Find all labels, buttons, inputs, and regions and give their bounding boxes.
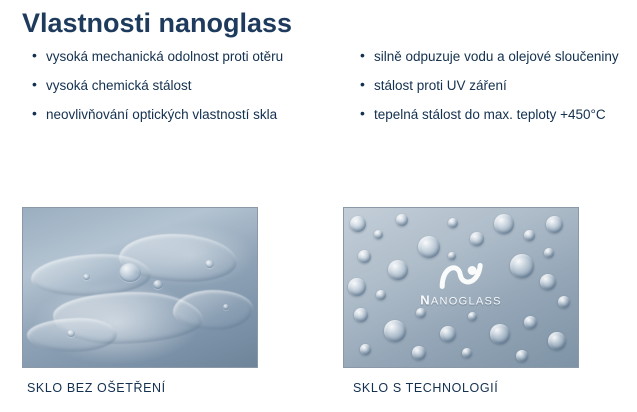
water-droplet	[510, 254, 534, 278]
nanoglass-watermark	[420, 261, 502, 308]
water-droplet	[396, 214, 408, 226]
left-bullet-list	[30, 48, 340, 123]
water-droplet	[412, 346, 426, 360]
water-droplet	[448, 252, 456, 260]
water-droplet	[416, 308, 426, 318]
water-droplet	[524, 230, 535, 241]
water-droplet	[374, 230, 383, 239]
left-column	[0, 48, 340, 135]
water-droplet	[418, 236, 440, 258]
water-droplet	[388, 260, 408, 280]
list-item: • neovlivňování optických vlastností skla	[30, 106, 340, 123]
untreated-glass-surface	[23, 208, 257, 367]
water-droplet	[544, 248, 554, 258]
water-droplet	[354, 308, 368, 322]
right-column	[340, 48, 637, 135]
bullet-columns	[0, 48, 637, 135]
right-bullet-list	[358, 48, 637, 123]
water-droplet	[558, 296, 570, 308]
untreated-glass-caption: SKLO BEZ OŠETŘENÍ	[27, 381, 166, 395]
list-item: • silně odpuzuje vodu a olejové sloučeniny	[358, 48, 637, 65]
water-droplet	[153, 280, 163, 289]
nanoglass-wordmark	[420, 293, 502, 308]
nanoglass-wave-logo-icon	[420, 261, 502, 291]
list-item: • vysoká chemická stálost	[30, 77, 340, 94]
water-droplet	[119, 263, 141, 282]
list-item: • tepelná stálost do max. teploty +450°C	[358, 106, 637, 123]
treated-glass-image	[343, 207, 579, 368]
page-title: Vlastnosti nanoglass	[22, 8, 293, 38]
water-droplet	[83, 274, 90, 280]
wordmark-initial: N	[420, 292, 431, 308]
water-droplet	[350, 216, 366, 232]
untreated-glass-image	[22, 207, 258, 368]
water-droplet	[223, 304, 229, 310]
list-item: • stálost proti UV záření	[358, 77, 637, 94]
water-droplet	[540, 274, 556, 290]
treated-glass-caption: SKLO S TECHNOLOGIÍ	[353, 381, 499, 395]
water-droplet	[494, 214, 514, 234]
water-droplet	[358, 250, 371, 263]
water-droplet	[67, 330, 75, 337]
water-droplet	[205, 260, 214, 268]
water-film	[173, 290, 253, 330]
water-droplet	[360, 344, 371, 355]
water-droplet	[548, 332, 566, 350]
water-droplet	[516, 350, 528, 362]
water-droplet	[462, 348, 472, 358]
water-droplet	[376, 290, 386, 300]
water-droplet	[384, 320, 406, 342]
water-droplet	[546, 216, 563, 233]
treated-glass-surface	[344, 208, 578, 367]
water-droplet	[490, 324, 510, 344]
water-droplet	[524, 316, 537, 329]
list-item: • vysoká mechanická odolnost proti otěru	[30, 48, 340, 65]
water-droplet	[448, 218, 458, 228]
water-droplet	[348, 278, 366, 296]
wordmark-rest: ANOGLASS	[430, 295, 502, 308]
water-droplet	[440, 326, 456, 342]
water-droplet	[468, 312, 477, 321]
water-droplet	[470, 232, 484, 246]
